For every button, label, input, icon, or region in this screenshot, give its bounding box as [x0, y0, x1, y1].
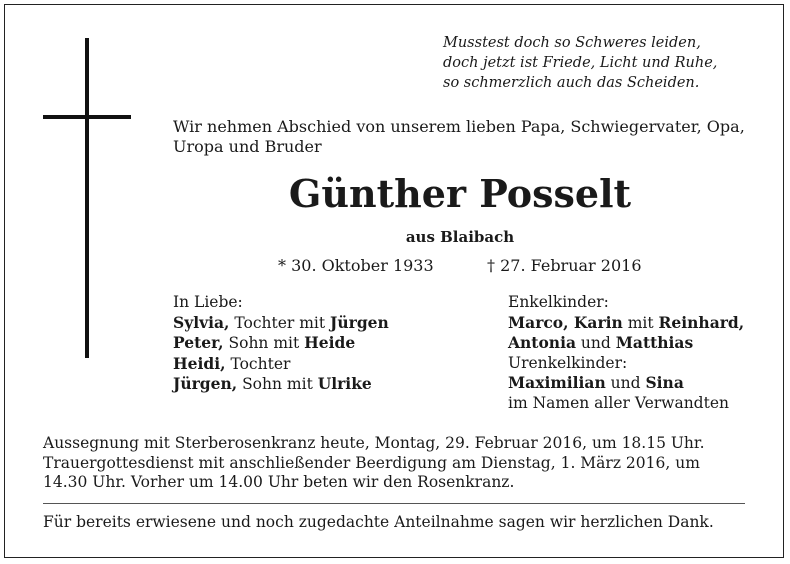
- death-date: † 27. Februar 2016: [487, 256, 642, 275]
- deceased-origin: aus Blaibach: [405, 228, 515, 246]
- family-row: Maximilian und Sina: [508, 373, 684, 392]
- divider: [43, 503, 745, 504]
- service-line: Trauergottesdienst mit anschließender Beerdigung am Dienstag, 1. März 2016, um: [43, 453, 700, 472]
- family-row: Antonia und Matthias: [508, 333, 694, 352]
- intro-line: Wir nehmen Abschied von unserem lieben Papa, Schwiegervater, Opa,: [173, 117, 745, 136]
- greatgrandchildren-heading: Urenkelkinder:: [508, 353, 628, 372]
- family-row: Heidi, Tochter: [173, 353, 291, 373]
- service-line: 14.30 Uhr. Vorher um 14.00 Uhr beten wir den Rosenkranz.: [43, 473, 515, 491]
- family-row: Marco, Karin mit Reinhard,: [508, 312, 745, 332]
- poem-line: so schmerzlich auch das Scheiden.: [443, 75, 700, 91]
- birth-date: * 30. Oktober 1933: [278, 256, 434, 275]
- cross-horizontal-bar: [43, 115, 131, 119]
- thanks-text: Für bereits erwiesene und noch zugedachte Anteilnahme sagen wir herzlichen Dank.: [43, 513, 714, 531]
- family-row: Sylvia, Tochter mit Jürgen: [173, 312, 389, 332]
- family-row: Jürgen, Sohn mit Ulrike: [173, 374, 372, 393]
- relatives-footer: im Namen aller Verwandten: [508, 393, 729, 412]
- service-info: [43, 434, 743, 493]
- poem-line: Musstest doch so Schweres leiden,: [443, 35, 701, 51]
- grandchildren-heading: Enkelkinder:: [508, 293, 609, 311]
- family-left-column: [173, 293, 389, 395]
- intro-line: Uropa und Bruder: [173, 137, 322, 156]
- family-heading: In Liebe:: [173, 293, 243, 311]
- deceased-name: Günther Posselt: [288, 171, 632, 216]
- poem: [443, 33, 717, 93]
- family-row: Peter, Sohn mit Heide: [173, 333, 356, 352]
- poem-line: doch jetzt ist Friede, Licht und Ruhe,: [443, 55, 718, 71]
- intro-text: [173, 117, 753, 157]
- service-line: Aussegnung mit Sterberosenkranz heute, Montag, 29. Februar 2016, um 18.15 Uhr.: [43, 434, 705, 452]
- family-right-column: [508, 293, 744, 413]
